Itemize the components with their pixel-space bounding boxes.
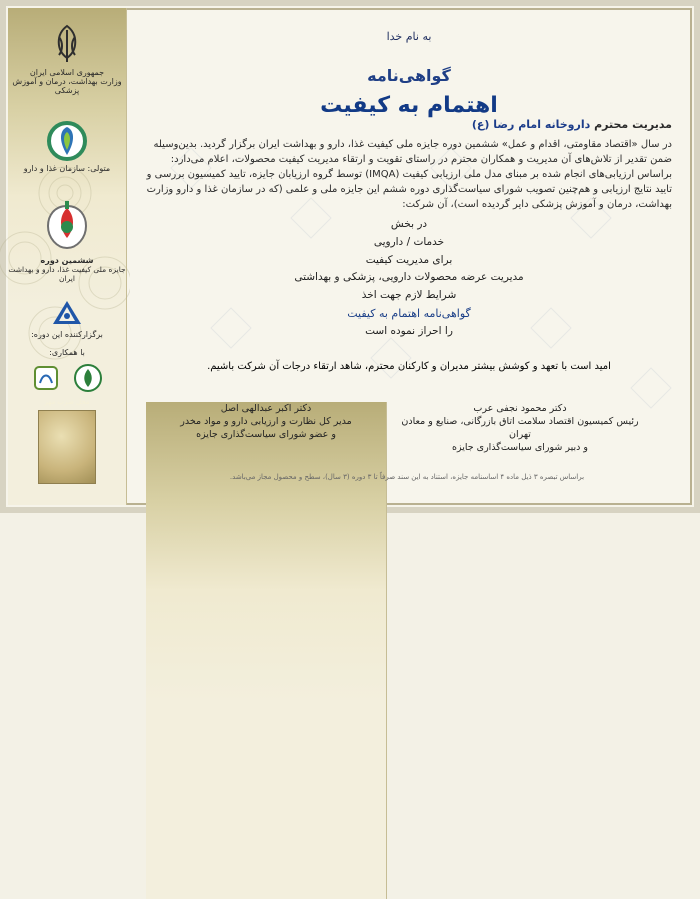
ministry-line1: جمهوری اسلامی ایران bbox=[29, 68, 105, 77]
certificate-title: گواهی‌نامه bbox=[367, 66, 451, 85]
seal-caption: محل ضرب مهر bbox=[44, 398, 90, 406]
center-line-5: شرایط لازم جهت اخذ bbox=[361, 289, 457, 301]
sponsor-logo-icon bbox=[73, 363, 103, 393]
signer-name-right: دکتر محمود نجفی عرب bbox=[473, 403, 567, 414]
quality-award-icon bbox=[42, 198, 92, 254]
recipient-line bbox=[142, 117, 672, 132]
organizer-caption: برگزارکننده این دوره: bbox=[31, 330, 103, 339]
partner-logo-icon bbox=[31, 363, 61, 393]
fda-caption: متولی: سازمان غذا و دارو bbox=[23, 164, 111, 173]
award-line2: جایزه ملی کیفیت غذا، دارو و بهداشت ایران bbox=[8, 265, 126, 283]
center-line-4: مدیریت عرضه محصولات دارویی، پزشکی و بهداشتی bbox=[294, 271, 524, 283]
signer-title1-right: رئیس کمیسیون اقتصاد سلامت اتاق بازرگانی، صنایع و معادن تهران bbox=[401, 416, 639, 440]
ministry-line2: وزارت بهداشت، درمان و آموزش پزشکی bbox=[12, 77, 122, 95]
opening-line: به نام خدا bbox=[386, 30, 432, 43]
center-line-7: را احراز نموده است bbox=[365, 325, 453, 337]
emblem-icon bbox=[41, 22, 93, 66]
closing-line: امید است با تعهد و کوشش بیشتر مدیران و کارکنان محترم، شاهد ارتقاء درجات آن شرکت باشیم. bbox=[207, 361, 611, 372]
left-panel bbox=[8, 8, 127, 505]
signer-title2-left: و عضو شورای سیاست‌گذاری جایزه bbox=[196, 429, 336, 440]
signer-title1-left: مدیر کل نظارت و ارزیابی دارو و مواد مخدر bbox=[180, 416, 352, 427]
certificate-subtitle: اهتمام به کیفیت bbox=[320, 93, 498, 118]
center-line-6: گواهی‌نامه اهتمام به کیفیت bbox=[347, 307, 471, 320]
signature-right bbox=[400, 402, 640, 454]
sponsor-caption: با همکاری: bbox=[49, 348, 85, 357]
recipient-name: داروخانه امام رضا (ع) bbox=[471, 118, 591, 131]
certificate-main bbox=[126, 8, 692, 505]
center-line-2: خدمات / دارویی bbox=[373, 236, 445, 248]
seal-icon bbox=[38, 410, 96, 484]
signer-title2-right: و دبیر شورای سیاست‌گذاری جایزه bbox=[452, 442, 588, 453]
footer-note: براساس تبصره ۳ ذیل ماده ۴ اساسنامه جایزه، استناد به این سند صرفاً تا ۳ دوره (۳ سال)، سطح و محصول مجاز می‌باشد. bbox=[229, 473, 585, 481]
recipient-prefix: مدیریت محترم bbox=[594, 118, 672, 131]
center-line-3: برای مدیریت کیفیت bbox=[365, 254, 453, 266]
organizer-logo-icon bbox=[49, 298, 85, 328]
certificate-paragraph: در سال «اقتصاد مقاومتی، اقدام و عمل» ششمین دوره جایزه ملی کیفیت غذا، دارو و بهداشت ایران برگزار گردید. بدین‌وسیله ضمن تقدیر از تلاش‌های آن مدیریت و همکاران محترم در راستای تقویت و ارتقاء مدیریت کیفیت محصولات، اعلام می‌دارد: براساس ارزیابی‌های انجام شده بر مبنای مدل ملی ارزیابی کیفیت (IMQA) توسط گروه ارزیابان جایزه، تایید کمیسیون بررسی و تایید نتایج ارزیابی و هم‌چنین تصویب شورای سیاست‌گذاری دوره ششم این جایزه ملی و علمی (که در سازمان غذا و دارو وزارت بهداشت، درمان و آموزش پزشکی دایر گردیده است)، آن شرکت: bbox=[146, 139, 672, 210]
fda-logo-icon bbox=[46, 120, 88, 162]
award-line1: ششمین دوره bbox=[40, 256, 94, 265]
center-line-1: در بخش bbox=[390, 218, 428, 230]
signer-name-left: دکتر اکبر عبدالهی اصل bbox=[220, 403, 312, 414]
